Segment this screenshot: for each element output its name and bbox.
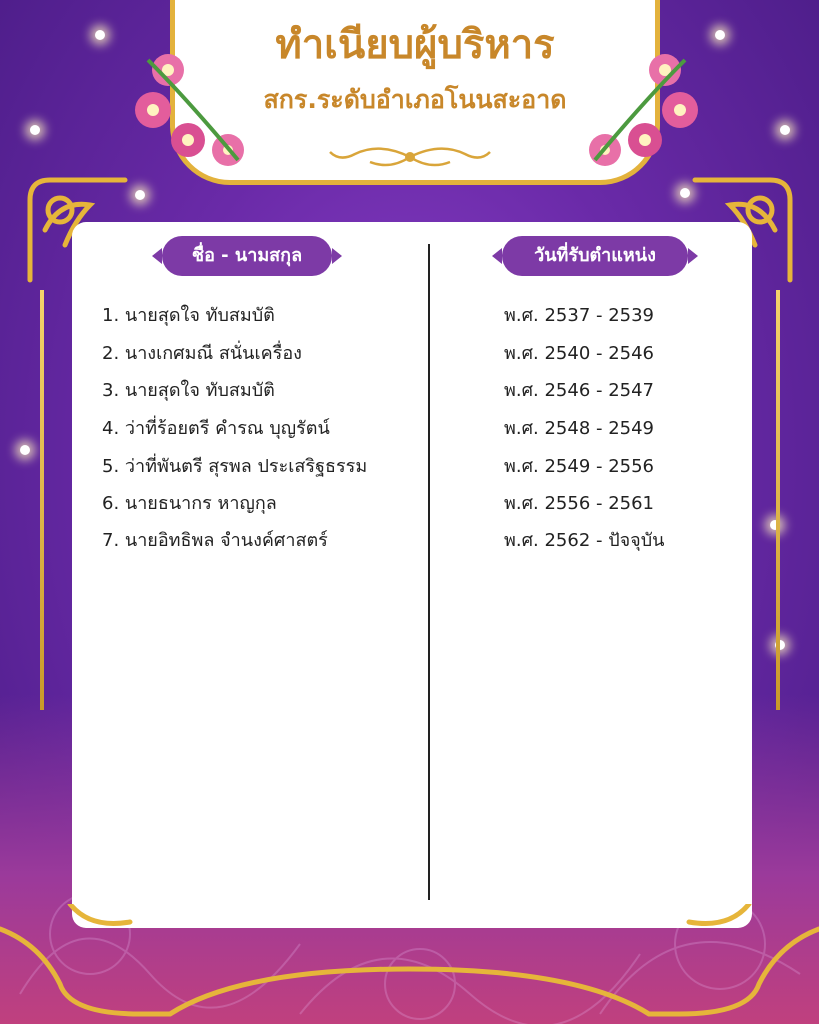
name-row-2: 2. นางเกศมณี สนั่นเครื่อง [102,343,302,364]
administrators-table-card [72,222,752,928]
orchid-flowers-right [575,40,705,170]
sparkle-decoration [95,30,105,40]
name-row-5: 5. ว่าที่พันตรี สุรพล ประเสริฐธรรม [102,456,368,477]
column-divider [428,244,430,900]
gold-frame-line [40,290,44,710]
sparkle-decoration [30,125,40,135]
name-row-1: 1. นายสุดใจ ทับสมบัติ [102,305,275,326]
column-header-date: วันที่รับตำแหน่ง [502,236,688,276]
sparkle-decoration [135,190,145,200]
period-row-5: พ.ศ. 2549 - 2556 [504,456,655,477]
gold-flourish-ornament [320,142,500,172]
gold-frame-line [776,290,780,710]
column-header-name: ชื่อ - นามสกุล [162,236,332,276]
orchid-flowers-left [128,40,258,170]
sparkle-decoration [780,125,790,135]
period-row-2: พ.ศ. 2540 - 2546 [504,343,655,364]
name-row-3: 3. นายสุดใจ ทับสมบัติ [102,380,275,401]
sparkle-decoration [20,445,30,455]
name-row-6: 6. นายธนากร หาญกุล [102,493,277,514]
page-subtitle: สกร.ระดับอำเภอโนนสะอาด [263,85,567,114]
page-title: ทำเนียบผู้บริหาร [275,22,555,68]
name-row-4: 4. ว่าที่ร้อยตรี คำรณ บุญรัตน์ [102,418,330,439]
name-row-7: 7. นายอิทธิพล จำนงค์ศาสตร์ [102,530,328,551]
period-row-7: พ.ศ. 2562 - ปัจจุบัน [504,530,665,551]
period-row-1: พ.ศ. 2537 - 2539 [504,305,655,326]
period-row-6: พ.ศ. 2556 - 2561 [504,493,655,514]
sparkle-decoration [680,188,690,198]
gold-bottom-frame [0,904,819,1024]
period-row-3: พ.ศ. 2546 - 2547 [504,380,655,401]
sparkle-decoration [715,30,725,40]
period-row-4: พ.ศ. 2548 - 2549 [504,418,655,439]
